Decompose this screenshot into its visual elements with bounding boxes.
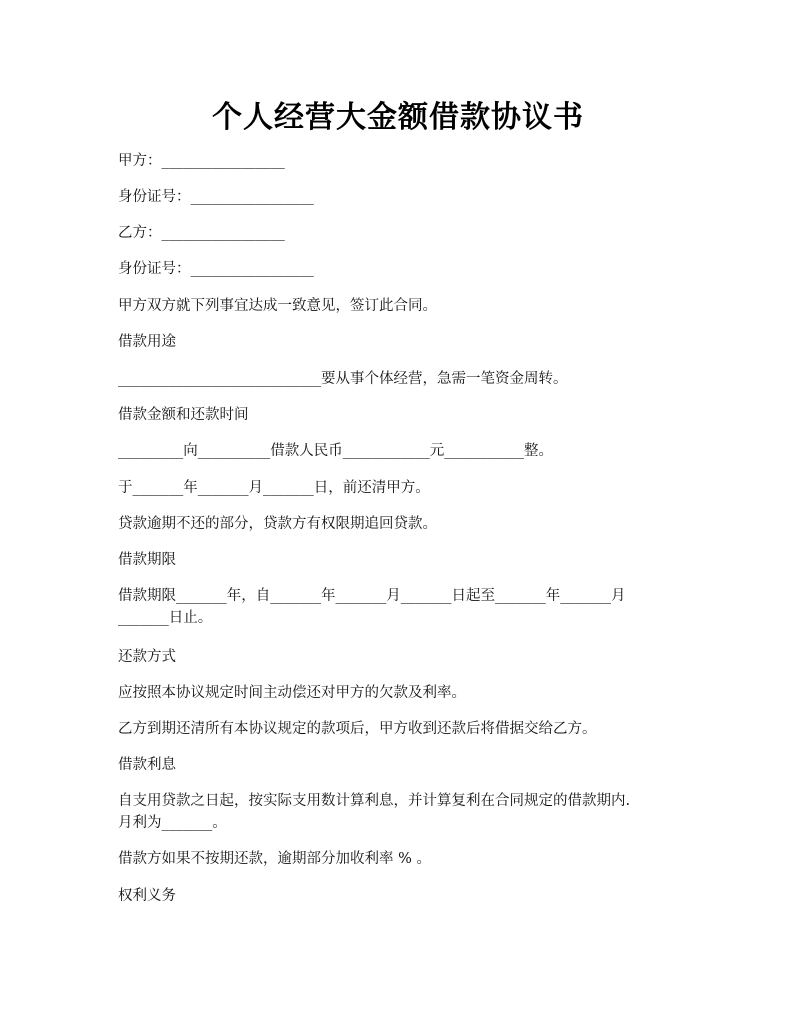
purpose-paragraph: ____________________________要从事个体经营，急需一笔资金周转。 <box>118 371 568 387</box>
section-heading-repayment: 还款方式 <box>118 649 176 665</box>
overdue-paragraph: 贷款逾期不还的部分，贷款方有权限期追回贷款。 <box>118 516 437 532</box>
section-heading-amount: 借款金额和还款时间 <box>118 407 249 423</box>
repay-date-paragraph: 于_______年_______月_______日，前还清甲方。 <box>118 480 430 496</box>
document-title: 个人经营大金额借款协议书 <box>212 100 584 135</box>
party-a-id-line: 身份证号：_________________ <box>118 189 314 205</box>
section-heading-term: 借款期限 <box>118 552 176 568</box>
section-heading-purpose: 借款用途 <box>118 334 176 350</box>
term-paragraph-line-2: _______日止。 <box>118 610 213 626</box>
section-heading-interest: 借款利息 <box>118 757 176 773</box>
amount-paragraph: _________向__________借款人民币____________元___________整。 <box>118 443 553 459</box>
party-b-line: 乙方：_________________ <box>118 225 285 241</box>
repayment-paragraph-1: 应按照本协议规定时间主动偿还对甲方的欠款及利率。 <box>118 685 466 701</box>
party-b-id-line: 身份证号：_________________ <box>118 261 314 277</box>
term-paragraph-line-1: 借款期限_______年，自_______年_______月_______日起至_______年_______月 <box>118 588 626 604</box>
interest-paragraph-line-2: 月利为_______。 <box>118 815 227 831</box>
interest-paragraph-line-1: 自支用贷款之日起，按实际支用数计算利息，并计算复利在合同规定的借款期内. <box>118 793 631 809</box>
repayment-paragraph-2: 乙方到期还清所有本协议规定的款项后，甲方收到还款后将借据交给乙方。 <box>118 721 597 737</box>
agreement-intro: 甲方双方就下列事宜达成一致意见，签订此合同。 <box>118 298 437 314</box>
section-heading-rights: 权利义务 <box>118 888 176 904</box>
penalty-paragraph: 借款方如果不按期还款，逾期部分加收利率 % 。 <box>118 851 431 867</box>
party-a-line: 甲方：_________________ <box>118 153 285 169</box>
